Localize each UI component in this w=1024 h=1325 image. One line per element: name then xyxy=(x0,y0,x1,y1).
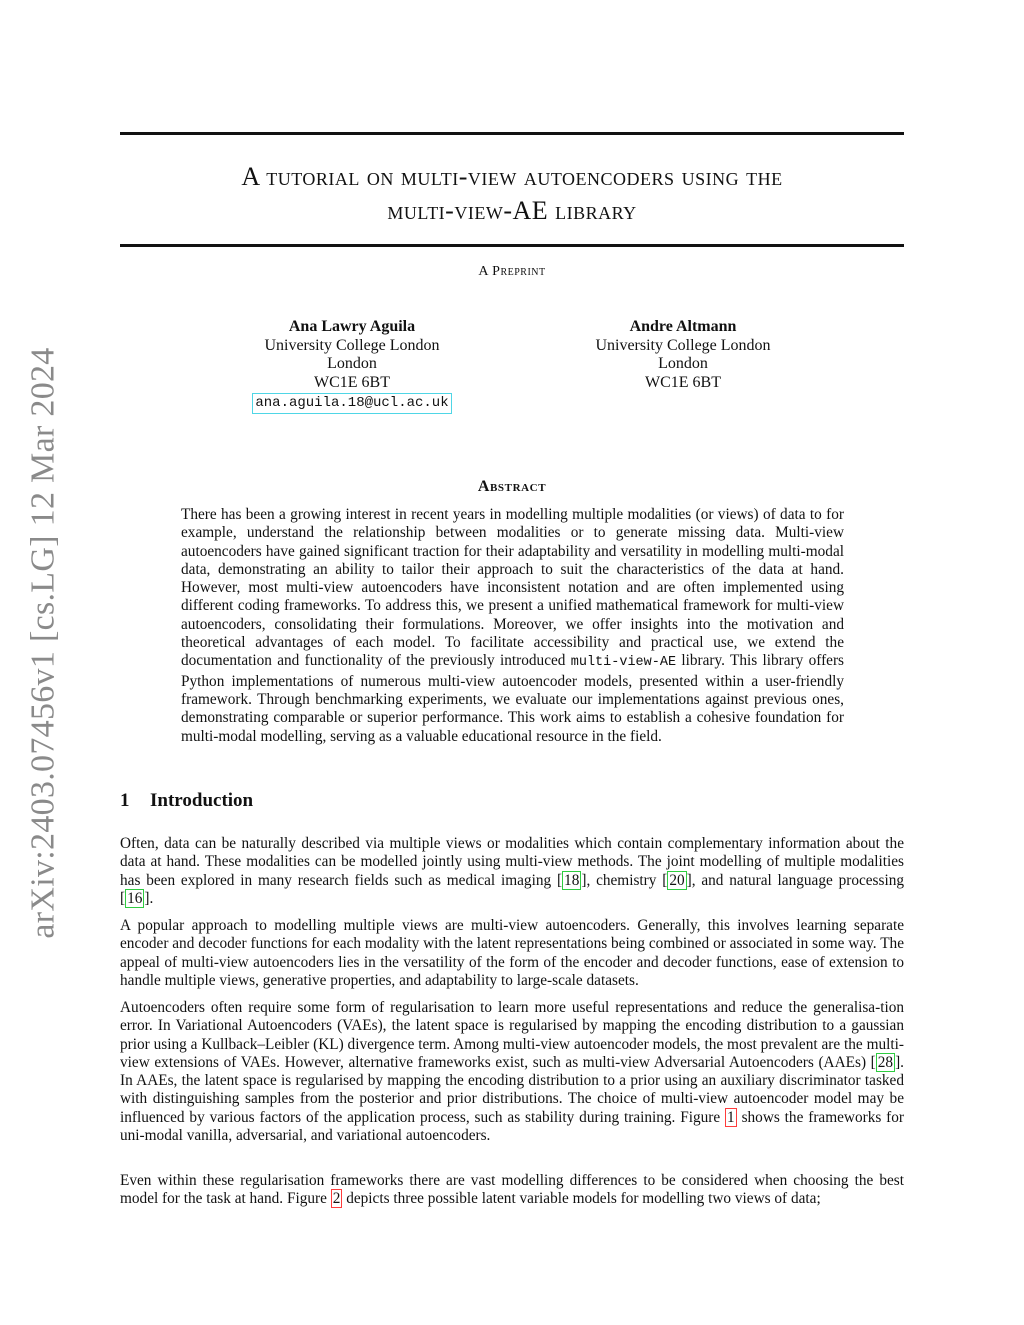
author-city: London xyxy=(658,355,708,372)
section-number: 1 xyxy=(120,790,130,811)
abstract-heading: Abstract xyxy=(477,478,547,495)
paragraph-text: ], chemistry [ xyxy=(581,871,668,889)
title-top-rule xyxy=(120,132,904,135)
paragraph-text: Even within these regularisation frameworks there are vast modelling differences to be considered when choosing the best model for the task at hand. Figure xyxy=(120,1172,904,1208)
author-name: Ana Lawry Aguila xyxy=(288,318,416,335)
paper-title xyxy=(120,160,904,228)
library-name-code: multi-view-AE xyxy=(570,655,677,671)
arxiv-identifier: arXiv:2403.07456v1 [cs.LG] 12 Mar 2024 xyxy=(25,347,63,939)
paragraph-text: Often, data can be naturally described via multiple views or modalities which contain complementary information about the data at hand. These modalities can be modelled jointly using multi-view methods. The joint modelling of multiple modalities has been explored in many research fields such as medical imaging [ xyxy=(120,835,904,889)
paragraph-text: ], and natural language processing [ xyxy=(120,871,905,907)
figure-ref-link[interactable]: 1 xyxy=(727,1108,735,1126)
citation-link[interactable]: 28 xyxy=(877,1053,894,1071)
preprint-label: A Preprint xyxy=(478,264,546,279)
paragraph-text: Autoencoders often require some form of regularisation to learn more useful representations and reduce the generalisa-tion error. In Variational Autoencoders (VAEs), the latent space is regularised by mapping the encoding distribution to a gaussian prior using a Kullback–Leibler (KL) divergence term. Among multi-view autoencoder models, the most prevalent are the multi-view extensions of VAEs. However, alternative frameworks exist, such as multi-view Adversarial Autoencoders (AAEs) [ xyxy=(120,999,904,1071)
abstract-body xyxy=(181,506,844,746)
author-postcode: WC1E 6BT xyxy=(314,373,390,391)
intro-paragraph-1 xyxy=(120,835,904,908)
abstract-text-continued: library. This library offers Python implementations of numerous multi-view autoencoder models, presented within a user-friendly framework. Through benchmarking experiments, we evaluate our implementations against previous ones, demonstrating comparable or superior performance. This work aims to establish a cohesive foundation for multi-modal modelling, serving as a valuable educational resource in the field. xyxy=(181,652,845,745)
author-affiliation: University College London xyxy=(595,336,771,354)
author-block-1 xyxy=(222,318,482,414)
author-city: London xyxy=(327,355,377,372)
section-title: Introduction xyxy=(150,790,254,811)
figure-ref-link[interactable]: 2 xyxy=(332,1190,341,1208)
arxiv-sidebar xyxy=(14,348,74,938)
citation-link[interactable]: 20 xyxy=(669,871,685,889)
title-bottom-rule xyxy=(120,244,904,247)
author-affiliation: University College London xyxy=(264,336,440,354)
intro-paragraph-4 xyxy=(120,1172,904,1209)
author-block-2 xyxy=(553,318,813,392)
citation-link[interactable]: 18 xyxy=(564,871,580,889)
author-email-link[interactable]: ana.aguila.18@ucl.ac.uk xyxy=(252,393,451,414)
paragraph-text: depicts three possible latent variable models for modelling two views of data; xyxy=(342,1190,821,1208)
citation-link[interactable]: 16 xyxy=(127,889,143,907)
author-postcode: WC1E 6BT xyxy=(645,373,721,391)
section-heading xyxy=(120,790,253,812)
paragraph-text: ]. In AAEs, the latent space is regularised by mapping the encoding distribution to a prior using an auxiliary discriminator tasked with distinguishing samples from the posterior and prior distributions. The choice of multi-view autoencoder model may be influenced by various factors of the application process, such as stability during training. Figure xyxy=(120,1053,904,1126)
title-line-1: A tutorial on multi-view autoencoders using the xyxy=(241,162,783,191)
title-line-2: multi-view-AE library xyxy=(387,196,637,225)
author-name: Andre Altmann xyxy=(629,318,737,335)
abstract-text: There has been a growing interest in recent years in modelling multiple modalities (or views) of data to for example, understand the relationship between modalities or to generate missing data. Multi-view autoencoders have gained significant traction for their adaptability and versatility in modelling multi-modal data, demonstrating an ability to tailor their approach to suit the characteristics of the data at hand. However, most multi-view autoencoders have inconsistent notation and are often implemented using different coding frameworks. To address this, we present a unified mathematical framework for multi-view autoencoders, consolidating their formulations. Moreover, we offer insights into the motivation and theoretical advantages of each model. To facilitate accessibility and practical use, we extend the documentation and functionality of the previously introduced xyxy=(181,506,844,670)
intro-paragraph-2: A popular approach to modelling multiple views are multi-view autoencoders. Generally, this involves learning separate encoder and decoder functions for each modality with the latent representations being combined or associated in some way. The appeal of multi-view autoencoders lies in the versatility of the form of the encoder and decoder functions, ease of extension to handle multiple views, generative properties, and adaptability to large-scale datasets. xyxy=(120,917,904,989)
paragraph-text: shows the frameworks for uni-modal vanilla, adversarial, and variational autoencoders. xyxy=(120,1108,904,1145)
intro-paragraph-3 xyxy=(120,999,904,1145)
paragraph-text: ]. xyxy=(144,889,154,907)
